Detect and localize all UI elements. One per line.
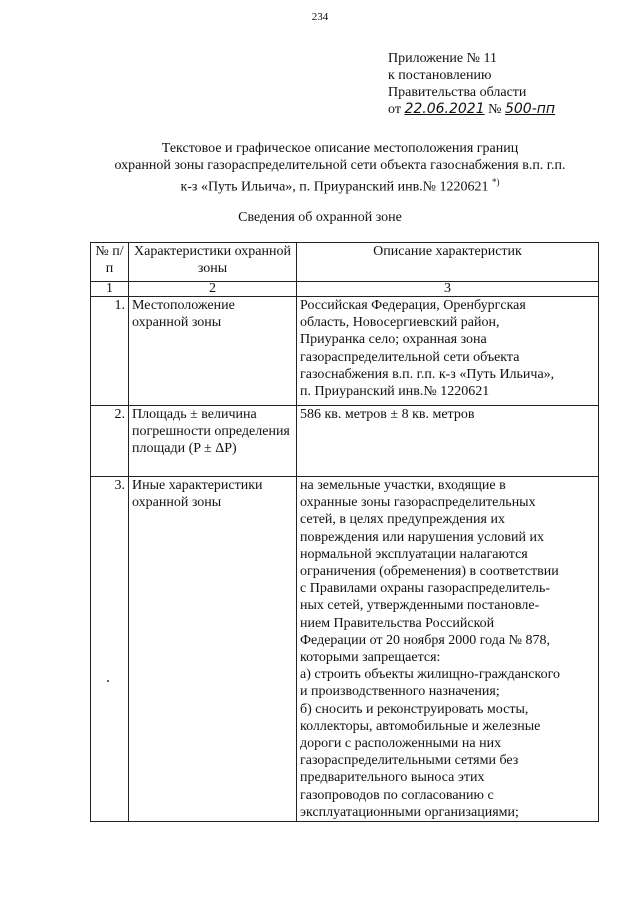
table-index-row xyxy=(91,282,599,297)
description-line: ных сетей, утвержденными постановле- xyxy=(300,598,540,614)
description-line: повреждения или нарушения условий их xyxy=(300,529,544,545)
description-line: с Правилами охраны газораспределитель- xyxy=(300,581,550,597)
title-line-1: Текстовое и графическое описание местоположения границ xyxy=(161,141,519,156)
scan-speck xyxy=(107,680,109,682)
description-line: Приуранка село; охранная зона xyxy=(300,332,487,348)
appendix-block xyxy=(388,50,555,118)
handwritten-date: 22.06.2021 xyxy=(404,101,485,117)
description-line: и производственного назначения; xyxy=(300,684,500,700)
description-line: газораспределительной сети объекта xyxy=(300,349,520,365)
header-characteristic: Характеристики охранной зоны xyxy=(129,243,297,282)
row-characteristic: Площадь ± величина погрешности определения площади (P ± ΔP) xyxy=(129,406,297,477)
row-description xyxy=(297,477,599,822)
date-prefix: от xyxy=(388,102,401,117)
handwritten-number: 500-пп xyxy=(504,101,556,117)
description-line: газоснабжения в.п. г.п. к-з «Путь Ильича», xyxy=(300,366,555,382)
row-number: 1. xyxy=(91,297,129,406)
number-prefix: № xyxy=(488,102,502,117)
description-line: которыми запрещается: xyxy=(300,650,441,666)
document-title xyxy=(60,140,620,196)
page-number: 234 xyxy=(311,11,329,23)
description-line: сетей, в целях предупреждения их xyxy=(300,512,505,528)
table-header-row xyxy=(91,243,599,282)
title-line-2: охранной зоны газораспределительной сети объекта газоснабжения в.п. г.п. xyxy=(114,158,566,173)
description-line: п. Приуранский инв.№ 1220621 xyxy=(300,384,490,400)
appendix-line-1: Приложение № 11 xyxy=(388,51,497,66)
description-line: 586 кв. метров ± 8 кв. метров xyxy=(300,407,475,422)
row-description xyxy=(297,406,599,477)
appendix-date-line xyxy=(388,101,555,118)
row-characteristic: Иные характеристики охранной зоны xyxy=(129,477,297,822)
description-line: дороги с расположенными на них xyxy=(300,736,502,752)
header-description: Описание характеристик xyxy=(297,243,599,282)
description-line: а) строить объекты жилищно-гражданского xyxy=(300,667,560,683)
header-num: № п/п xyxy=(91,243,129,282)
description-line: коллекторы, автомобильные и железные xyxy=(300,718,541,734)
description-line: эксплуатационными организациями; xyxy=(300,804,519,820)
title-line-3-text: к-з «Путь Ильича», п. Приуранский инв.№ 1220621 xyxy=(180,179,489,195)
appendix-line-3: Правительства области xyxy=(388,85,527,100)
description-line: Российская Федерация, Оренбургская xyxy=(300,298,526,313)
appendix-line-2: к постановлению xyxy=(388,68,492,83)
footnote-mark: *) xyxy=(492,177,500,187)
description-line: нормальной эксплуатации налагаются xyxy=(300,546,528,562)
table-row xyxy=(91,297,599,406)
description-line: ограничения (обременения) в соответствии xyxy=(300,564,559,580)
row-description xyxy=(297,297,599,406)
row-number: 3. xyxy=(91,477,129,822)
description-line: предварительного выноса этих xyxy=(300,770,485,786)
description-line: Федерации от 20 ноября 2000 года № 878, xyxy=(300,632,550,648)
description-line: б) сносить и реконструировать мосты, xyxy=(300,701,529,717)
table-row xyxy=(91,406,599,477)
description-line: газораспределительными сетями без xyxy=(300,753,519,769)
description-line: газопроводов по согласованию с xyxy=(300,787,494,803)
zone-info-table xyxy=(90,242,599,822)
description-line: нием Правительства Российской xyxy=(300,615,495,631)
description-line: на земельные участки, входящие в xyxy=(300,478,506,493)
table-row xyxy=(91,477,599,822)
row-number: 2. xyxy=(91,406,129,477)
description-line: охранные зоны газораспределительных xyxy=(300,495,536,511)
row-characteristic: Местоположение охранной зоны xyxy=(129,297,297,406)
index-cell-2: 2 xyxy=(129,282,297,297)
title-line-3 xyxy=(60,174,620,196)
description-line: область, Новосергиевский район, xyxy=(300,315,500,331)
index-cell-3: 3 xyxy=(297,282,599,297)
index-cell-1: 1 xyxy=(91,282,129,297)
section-subtitle: Сведения об охранной зоне xyxy=(238,210,402,225)
